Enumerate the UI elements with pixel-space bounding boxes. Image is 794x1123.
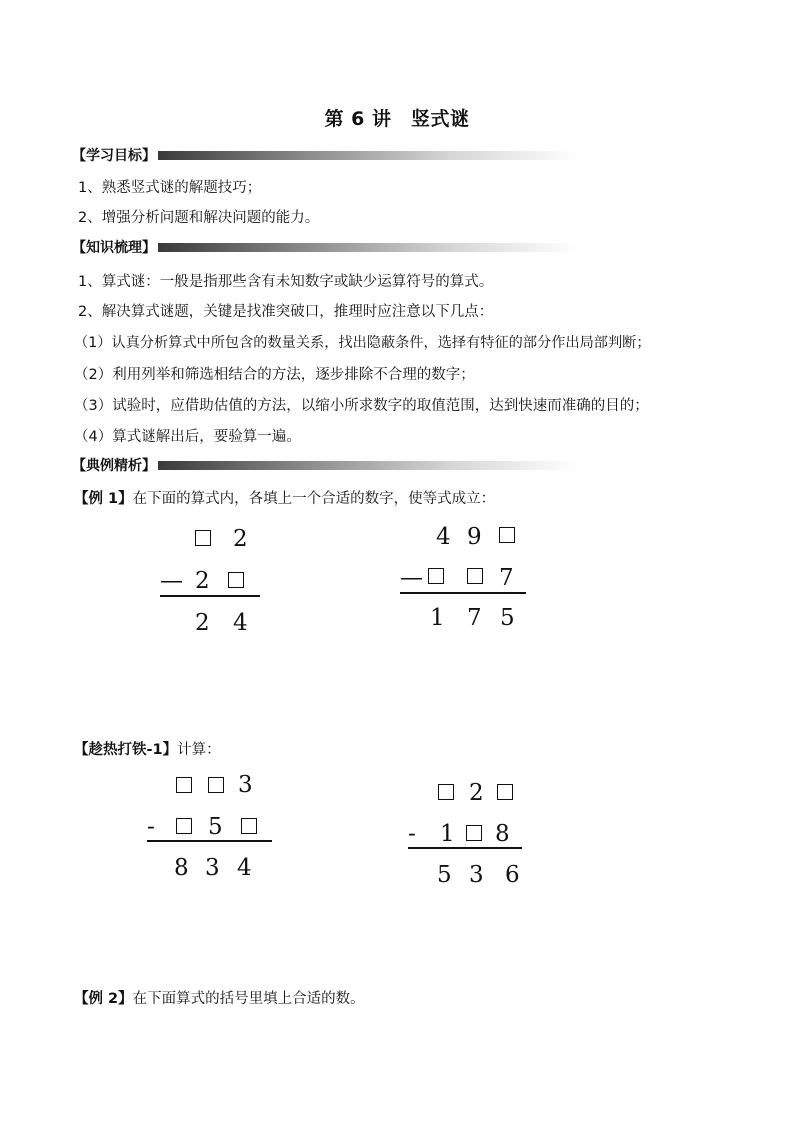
blank-box [438, 784, 454, 800]
minus-sign: — [400, 565, 423, 591]
digit: 2 [195, 568, 210, 594]
minus-sign: — [160, 568, 183, 594]
blank-box [241, 818, 257, 834]
digit: 2 [469, 780, 484, 806]
digit: 7 [467, 605, 482, 631]
example-label: 【例 1】 [74, 491, 133, 507]
section-label: 【典例精析】 [72, 458, 156, 474]
goal-item: 2、增强分析问题和解决问题的能力。 [78, 210, 320, 226]
digit: 9 [467, 524, 482, 550]
minus-sign: - [147, 814, 155, 840]
section-bar [158, 461, 578, 470]
blank-box [428, 568, 444, 584]
section-header-examples [72, 456, 578, 474]
knowledge-item: 2、解决算式谜题，关键是找准突破口，推理时应注意以下几点： [78, 304, 494, 320]
blank-box [467, 568, 483, 584]
digit: 2 [233, 526, 248, 552]
blank-box [497, 784, 513, 800]
digit: 2 [195, 610, 210, 636]
sum-line [408, 847, 522, 849]
digit: 5 [208, 814, 223, 840]
digit: 3 [469, 862, 484, 888]
practice-label: 【趁热打铁-1】 [74, 742, 178, 758]
blank-box [195, 530, 211, 546]
knowledge-item: 1、算式谜：一般是指那些含有未知数字或缺少运算符号的算式。 [78, 274, 494, 290]
blank-box [466, 825, 482, 841]
digit: 3 [205, 855, 220, 881]
goal-item: 1、熟悉竖式谜的解题技巧； [78, 180, 262, 196]
digit: 3 [238, 772, 253, 798]
digit: 4 [237, 855, 252, 881]
example-label: 【例 2】 [74, 991, 133, 1007]
blank-box [176, 818, 192, 834]
example-text: 在下面的算式内，各填上一个合适的数字，使等式成立： [132, 491, 496, 507]
sum-line [160, 595, 260, 597]
digit: 4 [436, 524, 451, 550]
section-label: 【学习目标】 [72, 148, 156, 164]
digit: 5 [437, 862, 452, 888]
example-1 [74, 487, 495, 508]
knowledge-item: （2）利用列举和筛选相结合的方法，逐步排除不合理的数字； [74, 367, 475, 383]
example-text: 在下面算式的括号里填上合适的数。 [132, 991, 365, 1007]
example-2 [74, 987, 365, 1008]
section-label: 【知识梳理】 [72, 240, 156, 256]
practice-text: 计算： [177, 742, 221, 758]
digit: 7 [499, 565, 514, 591]
minus-sign: - [408, 821, 416, 847]
knowledge-item: （1）认真分析算式中所包含的数量关系，找出隐蔽条件，选择有特征的部分作出局部判断； [74, 335, 651, 351]
section-bar [158, 151, 578, 160]
sum-line [147, 840, 272, 842]
section-bar [158, 243, 578, 252]
blank-box [176, 777, 192, 793]
knowledge-item: （4）算式谜解出后，要验算一遍。 [74, 429, 301, 445]
digit: 8 [495, 821, 510, 847]
digit: 8 [174, 855, 189, 881]
knowledge-item: （3）试验时，应借助估值的方法，以缩小所求数字的取值范围，达到快速而准确的目的； [74, 398, 649, 414]
blank-box [228, 572, 244, 588]
section-header-goals [72, 146, 578, 164]
blank-box [208, 777, 224, 793]
practice-1 [74, 738, 221, 759]
section-header-knowledge [72, 238, 578, 256]
digit: 1 [440, 821, 455, 847]
blank-box [499, 527, 515, 543]
digit: 1 [430, 605, 445, 631]
digit: 5 [500, 605, 515, 631]
page-title: 第 6 讲 竖式谜 [324, 108, 470, 130]
digit: 6 [505, 862, 520, 888]
sum-line [400, 592, 526, 594]
digit: 4 [233, 610, 248, 636]
